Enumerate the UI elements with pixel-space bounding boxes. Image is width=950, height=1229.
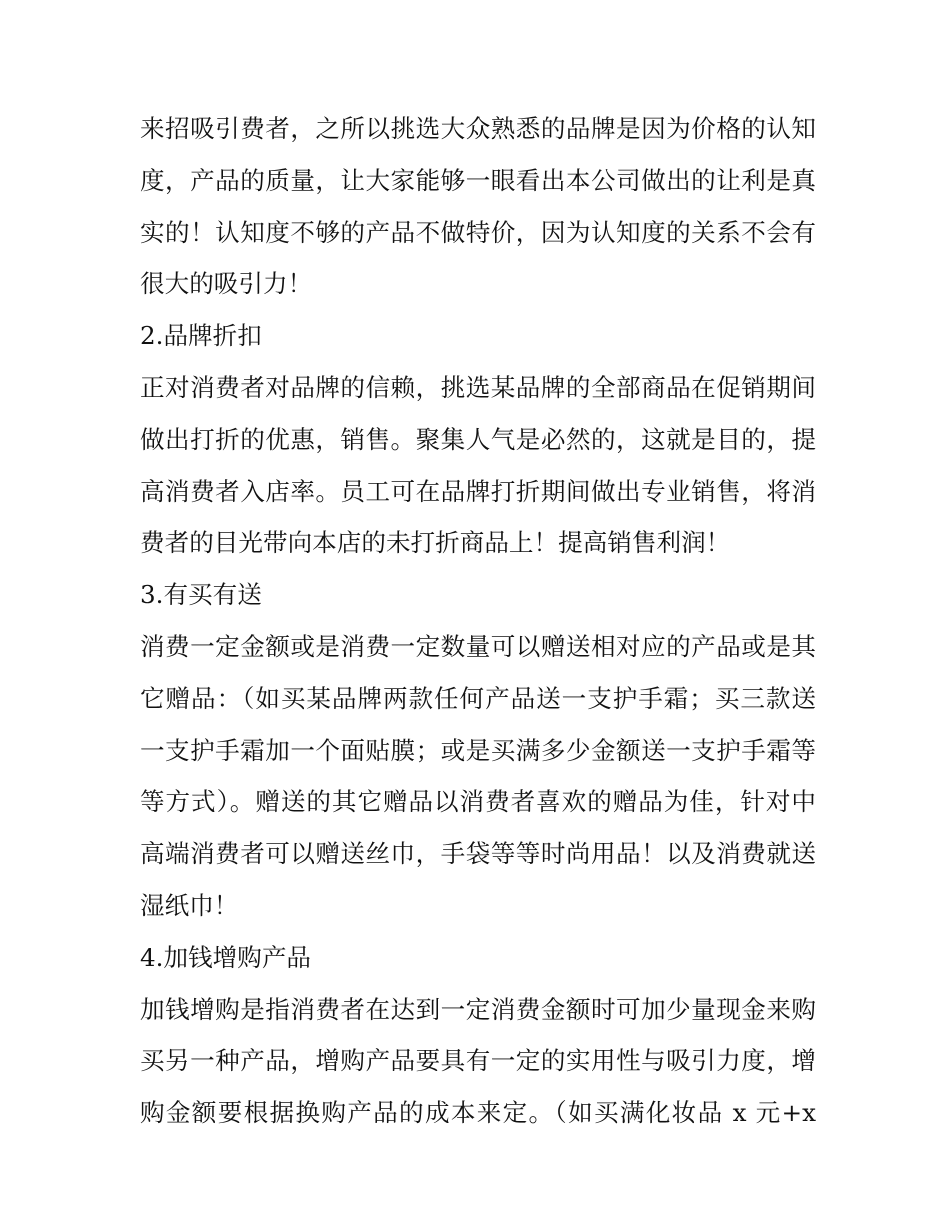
text-line: 度，产品的质量，让大家能够一眼看出本公司做出的让利是真 — [140, 165, 816, 195]
text-line: 一支护手霜加一个面贴膜；或是买满多少金额送一支护手霜等 — [140, 735, 816, 765]
text-line: 购金额要根据换购产品的成本来定。（如买满化妆品 x 元+x — [140, 1098, 816, 1128]
text-line: 高端消费者可以赠送丝巾，手袋等等时尚用品！以及消费就送 — [140, 839, 816, 869]
text-line: 实的！认知度不够的产品不做特价，因为认知度的关系不会有 — [140, 217, 816, 247]
section-brand-discount-paragraph — [140, 362, 816, 569]
text-line: 湿纸巾！ — [140, 890, 239, 920]
text-line: 来招吸引费者，之所以挑选大众熟悉的品牌是因为价格的认知 — [140, 114, 816, 143]
intro-paragraph — [140, 103, 816, 310]
document-body — [140, 103, 816, 1139]
text-line: 加钱增购是指消费者在达到一定消费金额时可加少量现金来购 — [140, 994, 816, 1024]
text-line: 买另一种产品，增购产品要具有一定的实用性与吸引力度，增 — [140, 1046, 816, 1076]
text-line: 等方式）。赠送的其它赠品以消费者喜欢的赠品为佳，针对中 — [140, 787, 816, 817]
text-line: 它赠品：（如买某品牌两款任何产品送一支护手霜；买三款送 — [140, 683, 816, 713]
text-line: 消费一定金额或是消费一定数量可以赠送相对应的产品或是其 — [140, 631, 816, 661]
section-heading-brand-discount: 2.品牌折扣 — [140, 321, 262, 351]
section-add-purchase-paragraph — [140, 984, 816, 1139]
section-heading-add-purchase: 4.加钱增购产品 — [140, 942, 312, 972]
text-line: 高消费者入店率。员工可在品牌打折期间做出专业销售，将消 — [140, 476, 816, 506]
text-line: 做出打折的优惠，销售。聚集人气是必然的，这就是目的，提 — [140, 424, 816, 454]
text-line: 很大的吸引力！ — [140, 269, 313, 299]
section-heading-buy-and-gift: 3.有买有送 — [140, 580, 262, 610]
text-line: 费者的目光带向本店的未打折商品上！提高销售利润！ — [140, 528, 731, 558]
section-buy-and-gift-paragraph — [140, 621, 816, 932]
text-line: 正对消费者对品牌的信赖，挑选某品牌的全部商品在促销期间 — [140, 372, 816, 402]
